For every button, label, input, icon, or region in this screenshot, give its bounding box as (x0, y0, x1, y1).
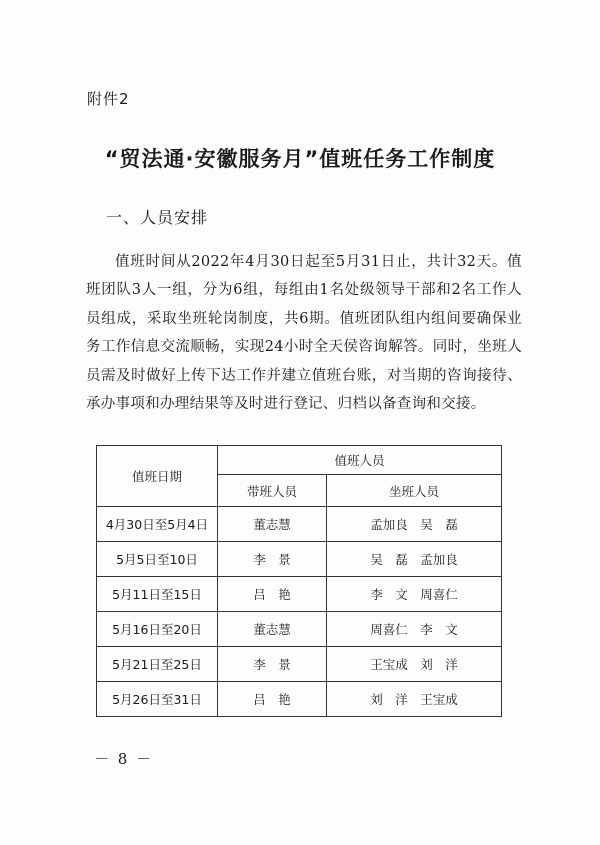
body-paragraph: 值班时间从2022年4月30日起至5月31日止，共计32天。值班团队3人一组，分为6组，每组由1名处级领导干部和2名工作人员组成，采取坐班轮岗制度，共6期。值班团队组内组间要确保业务工作信息交流顺畅，实现24小时全天侯咨询解答。同时，坐班人员需及时做好上传下达工作并建立值班台账，对当期的咨询接待、承办事项和办理结果等及时进行登记、归档以备查询和交接。 (86, 253, 522, 413)
cell-staff: 刘 洋 王宝成 (327, 682, 502, 717)
cell-lead: 吕 艳 (218, 577, 327, 612)
header-lead-staff: 带班人员 (218, 475, 327, 507)
cell-lead: 董志慧 (218, 612, 327, 647)
cell-lead: 董志慧 (218, 507, 327, 542)
cell-staff: 吴 磊 孟加良 (327, 542, 502, 577)
cell-staff: 王宝成 刘 洋 (327, 647, 502, 682)
attachment-label: 附件2 (87, 90, 130, 108)
table-row (97, 577, 502, 612)
cell-staff: 李 文 周喜仁 (327, 577, 502, 612)
document-title: “贸法通·安徽服务月”值班任务工作制度 (104, 147, 496, 171)
table-header-row (97, 446, 502, 475)
cell-staff: 孟加良 吴 磊 (327, 507, 502, 542)
table-row (97, 647, 502, 682)
cell-lead: 李 景 (218, 647, 327, 682)
cell-date: 5月16日至20日 (97, 612, 218, 647)
table-row (97, 542, 502, 577)
cell-staff: 周喜仁 李 文 (327, 612, 502, 647)
cell-date: 5月26日至31日 (97, 682, 218, 717)
cell-date: 5月5日至10日 (97, 542, 218, 577)
duty-schedule-table (96, 445, 502, 717)
table-row (97, 507, 502, 542)
header-desk-staff: 坐班人员 (327, 475, 502, 507)
table-row (97, 682, 502, 717)
header-duty-personnel: 值班人员 (218, 446, 502, 475)
header-duty-date: 值班日期 (97, 446, 218, 507)
page-number: － 8 － (94, 750, 154, 768)
cell-date: 5月21日至25日 (97, 647, 218, 682)
table-row (97, 612, 502, 647)
cell-date: 4月30日至5月4日 (97, 507, 218, 542)
cell-date: 5月11日至15日 (97, 577, 218, 612)
section-heading: 一、人员安排 (106, 208, 209, 227)
cell-lead: 吕 艳 (218, 682, 327, 717)
cell-lead: 李 景 (218, 542, 327, 577)
